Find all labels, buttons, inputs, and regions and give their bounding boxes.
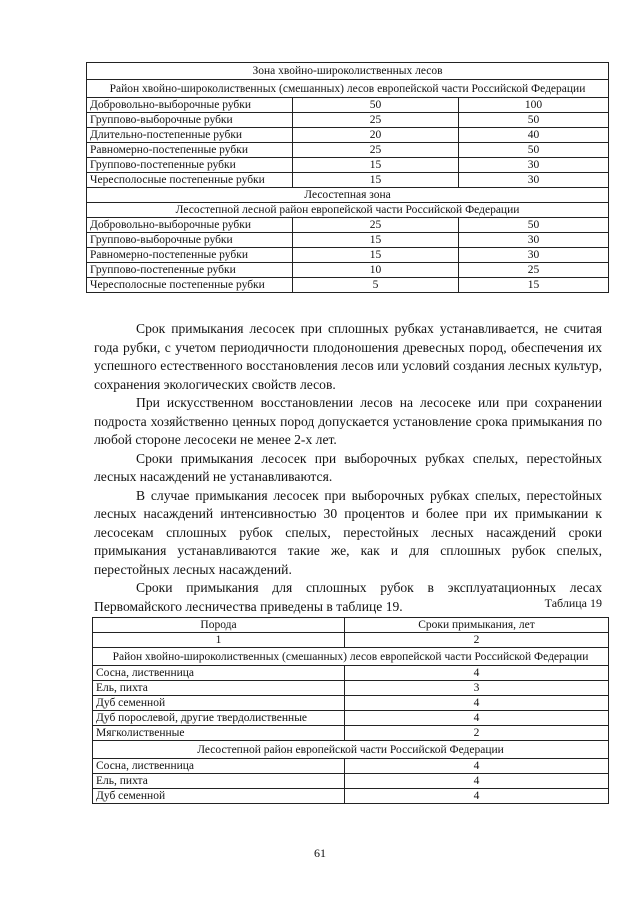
table-row — [87, 158, 609, 173]
term-value: 2 — [345, 726, 609, 741]
term-value: 4 — [345, 774, 609, 789]
table-row — [87, 128, 609, 143]
value-a: 15 — [293, 233, 459, 248]
table-row — [93, 774, 609, 789]
table-row — [87, 173, 609, 188]
term-value: 4 — [345, 696, 609, 711]
cutting-type: Группово-выборочные рубки — [87, 113, 293, 128]
table-row — [87, 143, 609, 158]
cutting-type: Чересполосные постепенные рубки — [87, 278, 293, 293]
region-title: Район хвойно-широколиственных (смешанных) лесов европейской части Российской Федерации — [87, 80, 609, 98]
value-b: 30 — [459, 248, 609, 263]
table-row — [87, 113, 609, 128]
value-b: 25 — [459, 263, 609, 278]
value-a: 25 — [293, 218, 459, 233]
species-name: Ель, пихта — [93, 681, 345, 696]
term-value: 3 — [345, 681, 609, 696]
species-name: Дуб семенной — [93, 789, 345, 804]
table-row — [87, 218, 609, 233]
zone-title: Лесостепная зона — [87, 188, 609, 203]
paragraph: Срок примыкания лесосек при сплошных рубках устанавливается, не считая года рубки, с учетом периодичности плодоношения древесных пород, обеспечения их успешного естественного восстановления лесов или условий создания лесных культур, сохранения экологических свойств лесов. — [94, 321, 602, 392]
table-row — [87, 263, 609, 278]
table-row — [93, 666, 609, 681]
table-zone-row — [87, 188, 609, 203]
cutting-type: Группово-постепенные рубки — [87, 263, 293, 278]
value-b: 30 — [459, 233, 609, 248]
value-b: 15 — [459, 278, 609, 293]
value-b: 50 — [459, 218, 609, 233]
species-name: Дуб семенной — [93, 696, 345, 711]
paragraph: В случае примыкания лесосек при выборочных рубках спелых, перестойных лесных насаждений интенсивностью 30 процентов и более при их примыкании к лесосекам сплошных рубок спелых, перестойных лесных насаждений сроки примыкания устанавливаются такие же, как и для сплошных рубок спелых, перестойных лесных насаждений. — [94, 487, 602, 577]
value-a: 15 — [293, 173, 459, 188]
term-value: 4 — [345, 789, 609, 804]
table-row — [87, 278, 609, 293]
table-row — [93, 711, 609, 726]
body-text — [94, 320, 602, 616]
table-row — [93, 726, 609, 741]
header-terms: Сроки примыкания, лет — [345, 618, 609, 633]
species-name: Сосна, лиственница — [93, 666, 345, 681]
table-region-row — [93, 741, 609, 759]
table-row — [87, 233, 609, 248]
value-b: 40 — [459, 128, 609, 143]
value-b: 50 — [459, 143, 609, 158]
paragraph: Сроки примыкания лесосек при выборочных рубках спелых, перестойных лесных насаждений не устанавливаются. — [94, 450, 602, 484]
region-title: Район хвойно-широколиственных (смешанных) лесов европейской части Российской Федерации — [93, 648, 609, 666]
term-value: 4 — [345, 666, 609, 681]
cutting-type: Чересполосные постепенные рубки — [87, 173, 293, 188]
value-a: 15 — [293, 158, 459, 173]
value-b: 30 — [459, 158, 609, 173]
adjacency-terms-table — [92, 617, 609, 804]
table-row — [93, 759, 609, 774]
table-row — [87, 248, 609, 263]
cutting-type: Равномерно-постепенные рубки — [87, 248, 293, 263]
value-a: 50 — [293, 98, 459, 113]
table-region-row — [87, 203, 609, 218]
zone-title: Зона хвойно-широколиственных лесов — [87, 63, 609, 80]
cutting-type: Группово-постепенные рубки — [87, 158, 293, 173]
header-species: Порода — [93, 618, 345, 633]
table-zone-row — [87, 63, 609, 80]
species-name: Ель, пихта — [93, 774, 345, 789]
species-name: Мягколиственные — [93, 726, 345, 741]
value-b: 30 — [459, 173, 609, 188]
table-row — [93, 681, 609, 696]
table-number-row — [93, 633, 609, 648]
value-b: 100 — [459, 98, 609, 113]
value-b: 50 — [459, 113, 609, 128]
table-region-row — [87, 80, 609, 98]
term-value: 4 — [345, 759, 609, 774]
term-value: 4 — [345, 711, 609, 726]
table-row — [93, 696, 609, 711]
cutting-type: Группово-выборочные рубки — [87, 233, 293, 248]
cutting-type: Равномерно-постепенные рубки — [87, 143, 293, 158]
column-number: 1 — [93, 633, 345, 648]
species-name: Сосна, лиственница — [93, 759, 345, 774]
value-a: 5 — [293, 278, 459, 293]
region-title: Лесостепной лесной район европейской части Российской Федерации — [87, 203, 609, 218]
paragraph: Сроки примыкания для сплошных рубок в эксплуатационных лесах Первомайского лесничества приведены в таблице 19. — [94, 580, 602, 614]
species-name: Дуб порослевой, другие твердолиственные — [93, 711, 345, 726]
table-region-row — [93, 648, 609, 666]
paragraph: При искусственном восстановлении лесов на лесосеке или при сохранении подроста хозяйственно ценных пород допускается установление срока примыкания по любой стороне лесосеки не менее 2-х лет. — [94, 395, 602, 447]
value-a: 25 — [293, 113, 459, 128]
cutting-types-table — [86, 62, 609, 293]
cutting-type: Добровольно-выборочные рубки — [87, 98, 293, 113]
column-number: 2 — [345, 633, 609, 648]
page-number: 61 — [314, 846, 326, 860]
table-caption: Таблица 19 — [544, 596, 602, 610]
table-header-row — [93, 618, 609, 633]
value-a: 20 — [293, 128, 459, 143]
value-a: 10 — [293, 263, 459, 278]
value-a: 15 — [293, 248, 459, 263]
value-a: 25 — [293, 143, 459, 158]
cutting-type: Добровольно-выборочные рубки — [87, 218, 293, 233]
table-row — [87, 98, 609, 113]
cutting-type: Длительно-постепенные рубки — [87, 128, 293, 143]
region-title: Лесостепной район европейской части Российской Федерации — [93, 741, 609, 759]
table-row — [93, 789, 609, 804]
